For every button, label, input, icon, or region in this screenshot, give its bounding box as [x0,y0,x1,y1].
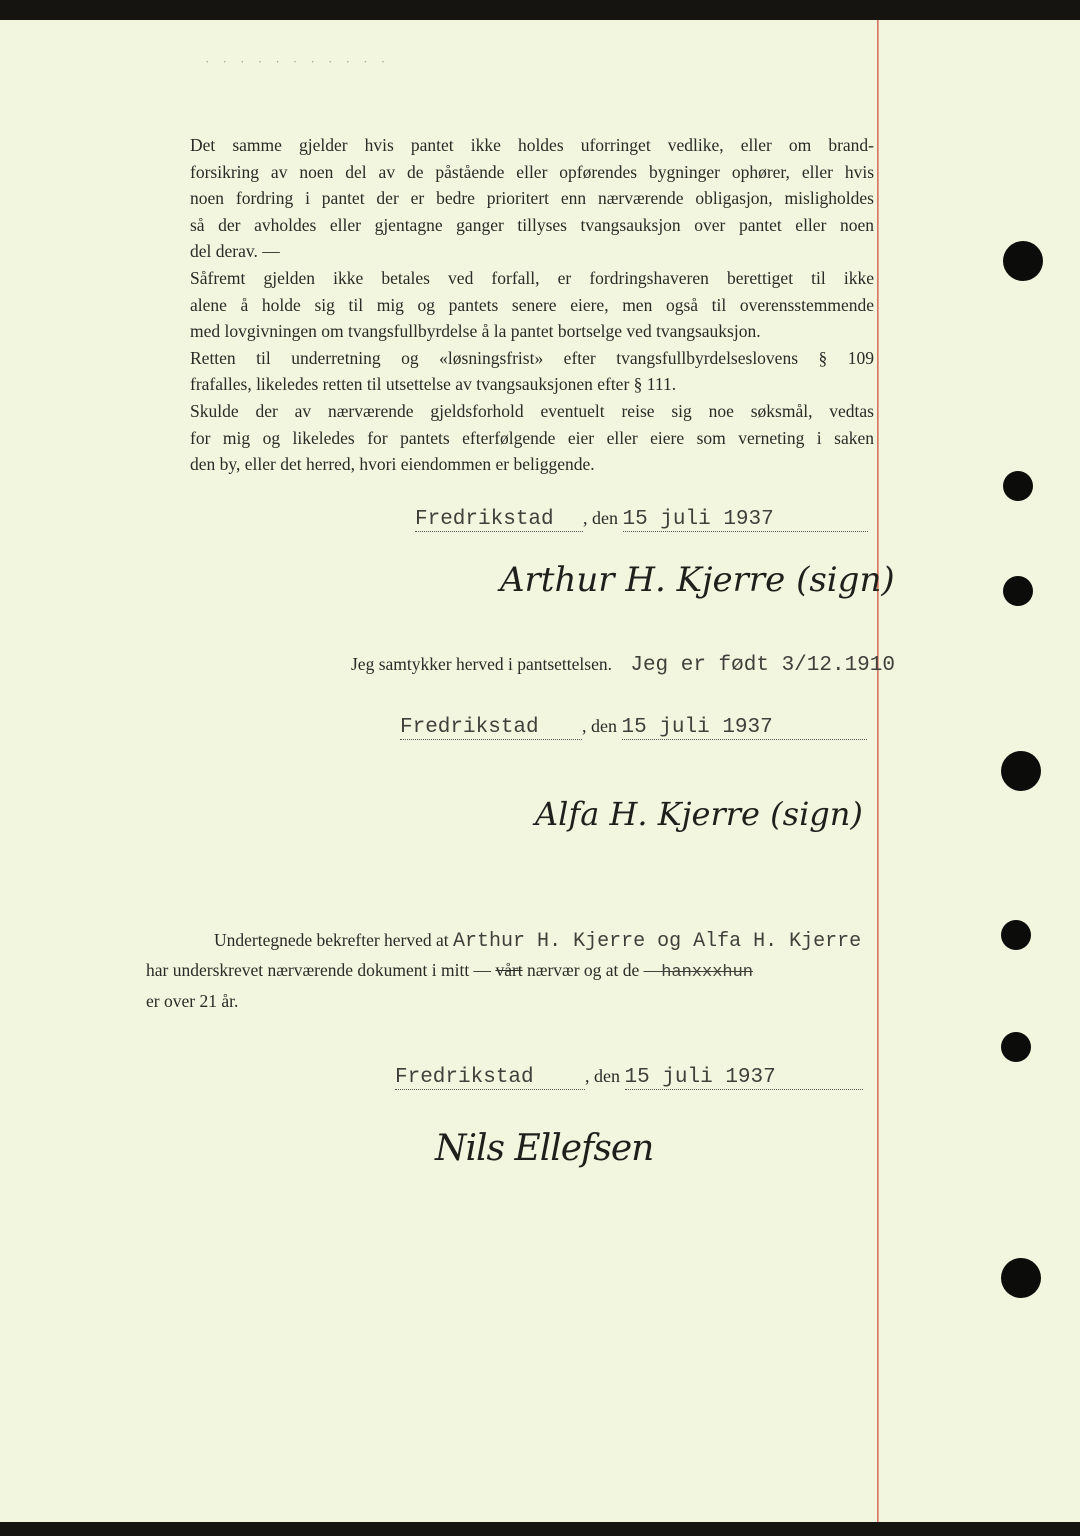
confirmation-prefix: Undertegnede bekrefter herved at [214,930,449,950]
body-text [146,132,874,478]
punch-hole [1001,1032,1031,1062]
text-line: Det samme gjelder hvis pantet ikke holdes uforringet vedlike, eller om brand- [190,135,874,155]
struck-typed: hanxxxhun [661,963,754,982]
date-place: Fredrikstad [400,716,539,739]
date-line-1 [415,508,868,532]
date-line-3 [395,1066,863,1090]
date-line-2 [400,716,867,740]
text-line: så der avholdes eller gjentagne ganger tillyses tvangsauksjon over pantet eller noen [190,214,874,235]
date-value: 15 juli 1937 [624,1066,776,1089]
text-line: med lovgivningen om tvangsfullbyrdelse å la pantet bortselge ved tvangsauksjon. [190,321,761,342]
consent-text: Jeg samtykker herved i pantsettelsen. [351,654,612,674]
punch-hole [1003,241,1043,281]
text-line: for mig og likeledes for pantets efterfølgende eier eller eiere som verneting i saken [190,427,874,448]
scan-edge-top [0,0,1080,20]
margin-rule [877,20,879,1522]
signature-alfa: Alfa H. Kjerre (sign) [535,795,863,833]
confirmation-line3: er over 21 år. [146,991,239,1011]
date-value: 15 juli 1937 [622,508,774,531]
text-line: del derav. — [190,241,280,262]
confirmation-names: Arthur H. Kjerre og Alfa H. Kjerre [453,930,862,953]
date-place: Fredrikstad [395,1066,534,1089]
signature-arthur: Arthur H. Kjerre (sign) [500,560,895,600]
text-line: forsikring av noen del av de påstående eller opførendes bygninger ophører, eller hvis [190,161,874,182]
punch-hole [1001,1258,1041,1298]
confirmation-line2-mid: nærvær og at de — [527,960,662,980]
consent-line [351,654,895,677]
punch-hole [1003,471,1033,501]
punch-hole [1001,751,1041,791]
punch-hole [1001,920,1031,950]
faint-header-marks: · · · · · · · · · · · [205,54,391,69]
birth-date-typed: Jeg er født 3/12.1910 [630,654,895,677]
paragraph-1 [146,132,874,265]
signature-witness: Nils Ellefsen [435,1128,654,1169]
punch-hole [1003,576,1033,606]
text-line: alene å holde sig til mig og pantets senere eiere, men også til overensstemmende [190,294,874,315]
text-line: Såfremt gjelden ikke betales ved forfall, er fordringshaveren berettiget til ikke [190,267,874,288]
date-place: Fredrikstad [415,508,554,531]
text-line: frafalles, likeledes retten til utsettelse av tvangsauksjonen efter § 111. [190,374,677,395]
date-value: 15 juli 1937 [621,716,773,739]
text-line: Skulde der av nærværende gjeldsforhold eventuelt reise sig noe søksmål, vedtas [190,400,874,421]
scan-edge-bottom [0,1522,1080,1536]
text-line: noen fordring i pantet der er bedre prioritert enn nærværende obligasjon, misligholdes [190,188,874,209]
confirmation-block [146,926,946,1015]
text-line: den by, eller det herred, hvori eiendommen er beliggende. [190,454,595,475]
date-separator: , den [585,1066,620,1086]
paragraph-3 [146,345,874,398]
date-separator: , den [582,716,617,736]
paragraph-2 [146,265,874,345]
struck-word: vårt [495,960,523,980]
paragraph-4 [146,398,874,478]
date-separator: , den [583,508,618,528]
text-line: Retten til underretning og «løsningsfrist» efter tvangsfullbyrdelseslovens § 109 [190,347,874,368]
confirmation-line2: har underskrevet nærværende dokument i mitt — [146,960,492,980]
